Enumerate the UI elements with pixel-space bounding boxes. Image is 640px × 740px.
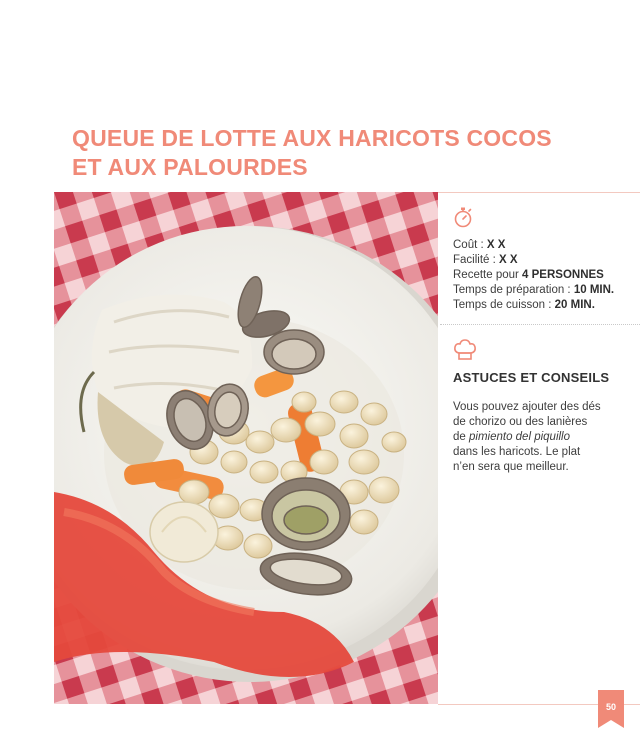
prep-time-value: 10 MIN. — [573, 284, 615, 296]
servings-label: Recette pour — [453, 269, 523, 281]
tips-title: ASTUCES ET CONSEILS — [453, 370, 610, 385]
dish-photo — [54, 192, 438, 704]
cost-value: X X — [486, 239, 506, 251]
recipe-info — [453, 238, 614, 313]
tips-line-1: Vous pouvez ajouter des dés — [453, 401, 601, 413]
recipe-title-line-1: QUEUE DE LOTTE AUX HARICOTS COCOS — [72, 125, 552, 151]
chef-hat-icon — [453, 339, 477, 361]
cook-time-label: Temps de cuisson : — [453, 299, 555, 311]
tips-line-5: n’en sera que meilleur. — [453, 461, 569, 473]
cook-time-row — [453, 298, 614, 313]
tips-text — [453, 400, 633, 475]
cost-row — [453, 238, 614, 253]
cost-label: Coût : — [453, 239, 487, 251]
sidebar-top-rule — [438, 192, 640, 193]
difficulty-row — [453, 253, 614, 268]
prep-time-row — [453, 283, 614, 298]
tips-line-3-italic: pimiento del piquillo — [469, 431, 571, 443]
page-number: 50 — [605, 702, 616, 712]
section-divider — [440, 324, 640, 325]
stopwatch-icon — [453, 206, 473, 228]
prep-time-label: Temps de préparation : — [453, 284, 574, 296]
tips-line-4: dans les haricots. Le plat — [453, 446, 581, 458]
cook-time-value: 20 MIN. — [554, 299, 595, 311]
recipe-title — [72, 124, 592, 182]
servings-row — [453, 268, 614, 283]
difficulty-label: Facilité : — [453, 254, 500, 266]
difficulty-value: X X — [499, 254, 518, 266]
tips-line-3 — [453, 430, 633, 445]
recipe-title-line-2: ET AUX PALOURDES — [72, 154, 308, 180]
servings-value: 4 PERSONNES — [522, 269, 604, 281]
tips-line-3-prefix: de — [453, 431, 469, 443]
tips-line-2: de chorizo ou des lanières — [453, 416, 588, 428]
